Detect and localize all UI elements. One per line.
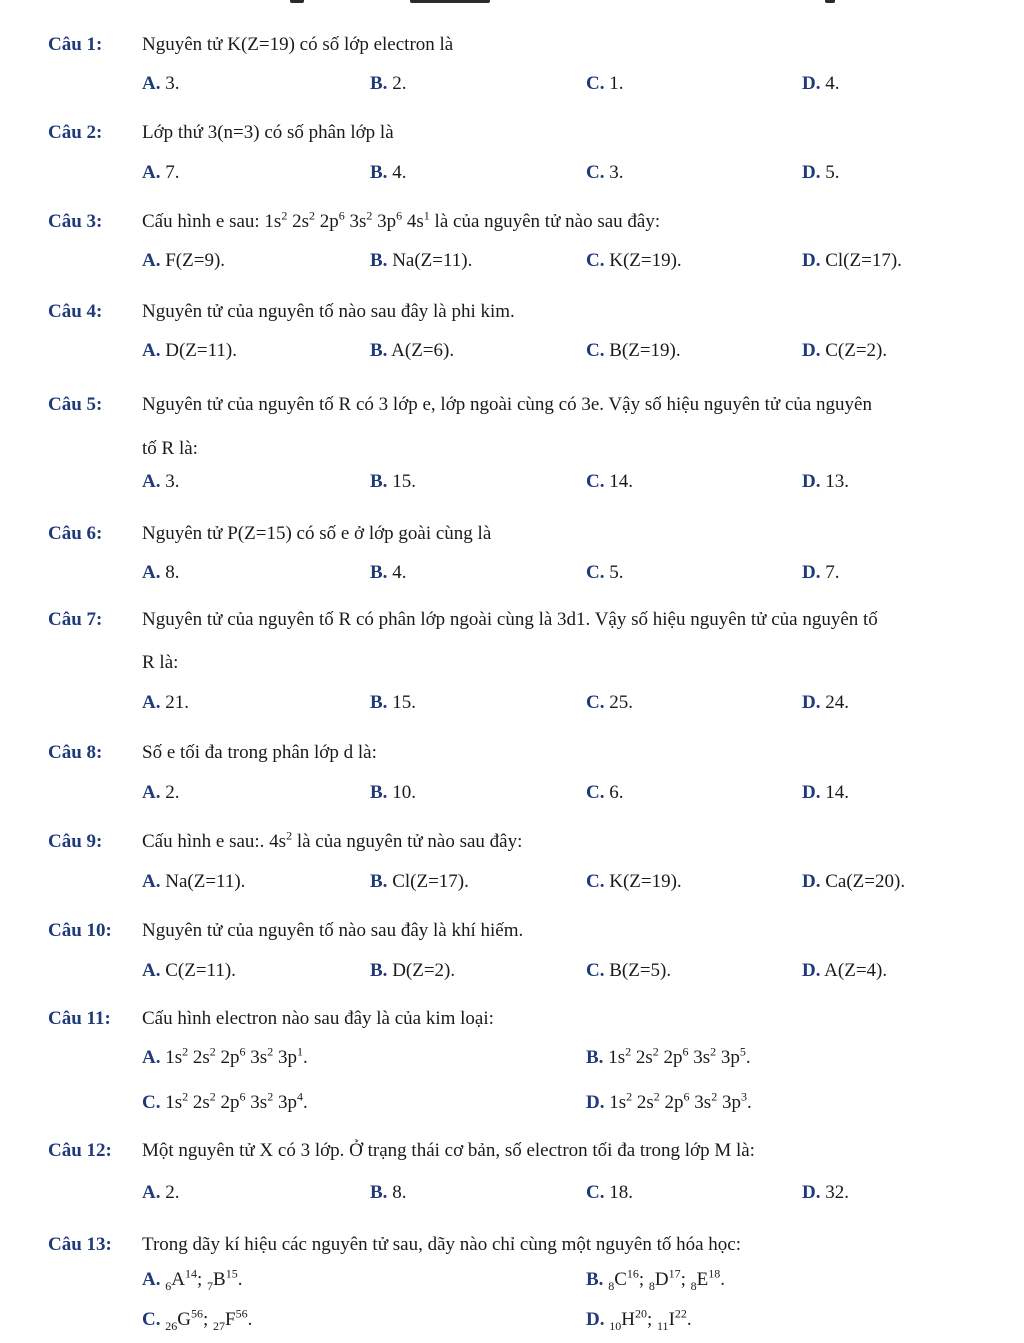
option-text: $1s^2$ $2s^2$ $2p^6$ $3s^2$ $3p^4$. [160,1089,308,1113]
option-letter: B. [370,250,388,271]
option-letter: A. [142,871,161,892]
option-text: 7. [160,162,180,183]
question-label: Câu 10: [48,920,112,941]
answer-option-a[interactable] [142,339,237,363]
option-letter: A. [142,960,161,981]
answer-option-d[interactable] [802,470,849,494]
question-stem: Một nguyên tử X có 3 lớp. Ở trạng thái cơ bản, số electron tối đa trong lớp M là: [142,1140,755,1161]
answer-option-d[interactable] [802,161,839,185]
option-text: 5. [604,562,624,583]
question-5 [48,393,872,417]
option-letter: D. [802,471,821,492]
option-text: C(Z=11). [160,960,236,981]
option-text: 25. [604,692,633,713]
question-label: Câu 6: [48,523,103,544]
option-letter: D. [802,782,821,803]
question-4 [48,300,515,324]
answer-option-d[interactable] [802,781,849,805]
option-letter: C. [586,692,605,713]
answer-option-c[interactable] [586,470,633,494]
question-stem: Nguyên tử P(Z=15) có số e ở lớp goài cùng là [142,523,492,544]
option-text: 14. [604,471,633,492]
option-letter: A. [142,782,161,803]
option-letter: B. [370,692,388,713]
question-stem: Cấu hình e sau:. $4s^2$ là của nguyên tử nào sau đây: [142,828,523,852]
question-2 [48,121,394,145]
option-text: 4. [387,562,407,583]
option-letter: A. [142,1047,161,1068]
option-letter: A. [142,1269,161,1290]
option-text: $1s^2$ $2s^2$ $2p^6$ $3s^2$ $3p^3$. [604,1089,752,1113]
option-letter: B. [370,471,388,492]
option-text: $1s^2$ $2s^2$ $2p^6$ $3s^2$ $3p^5$. [603,1044,751,1068]
option-letter: D. [802,73,821,94]
option-text: 2. [160,782,180,803]
question-label: Câu 11: [48,1008,111,1029]
question-13 [48,1233,741,1257]
answer-option-c[interactable] [586,1181,633,1205]
option-text: B(Z=5). [604,960,672,981]
option-text: 3. [160,471,180,492]
question-12 [48,1139,755,1163]
option-letter: B. [370,1182,388,1203]
option-letter: D. [802,562,821,583]
option-letter: D. [586,1309,605,1330]
option-text: K(Z=19). [604,871,682,892]
answer-option-b[interactable] [370,249,472,273]
option-letter: B. [370,782,388,803]
option-text: 18. [604,1182,633,1203]
answer-option-d[interactable] [802,959,887,983]
option-text: 8. [160,562,180,583]
answer-option-d[interactable] [586,1091,752,1115]
option-letter: C. [142,1309,161,1330]
question-label: Câu 13: [48,1234,112,1255]
question-label: Câu 5: [48,394,103,415]
answer-option-c[interactable] [586,339,681,363]
option-letter: B. [370,162,388,183]
option-text: D(Z=2). [387,960,456,981]
option-letter: B. [370,340,388,361]
question-stem: Nguyên tử K(Z=19) có số lớp electron là [142,34,454,55]
question-label: Câu 8: [48,742,103,763]
option-text: K(Z=19). [604,250,682,271]
option-letter: C. [586,960,605,981]
answer-option-d[interactable] [802,561,839,585]
answer-option-a[interactable] [142,781,179,805]
answer-option-b[interactable] [370,959,455,983]
option-text: $_{26}G^{56}$; $_{27}F^{56}$. [165,1306,253,1333]
option-text: B(Z=19). [604,340,681,361]
answer-option-d[interactable] [802,339,887,363]
option-letter: D. [802,340,821,361]
answer-option-c[interactable] [586,561,623,585]
option-text: 21. [160,692,189,713]
answer-option-c[interactable] [586,161,623,185]
question-6 [48,522,491,546]
answer-option-b[interactable] [370,691,416,715]
answer-option-b[interactable] [370,339,454,363]
option-letter: C. [586,471,605,492]
question-label: Câu 12: [48,1140,112,1161]
option-text: D(Z=11). [160,340,237,361]
question-stem: Lớp thứ 3(n=3) có số phân lớp là [142,122,394,143]
option-text: 14. [820,782,849,803]
option-text: Cl(Z=17). [387,871,469,892]
option-text: 2. [387,73,407,94]
option-text: C(Z=2). [820,340,888,361]
option-letter: A. [142,471,161,492]
question-9 [48,830,522,854]
answer-option-c[interactable] [586,691,633,715]
answer-option-b[interactable] [370,161,406,185]
option-letter: C. [586,73,605,94]
option-text: F(Z=9). [160,250,226,271]
answer-option-b[interactable] [370,470,416,494]
option-letter: D. [802,692,821,713]
answer-option-b[interactable] [370,870,469,894]
answer-option-b[interactable] [370,72,406,96]
option-text: 5. [820,162,840,183]
top-cropped-line [0,0,1024,10]
answer-option-c[interactable] [586,959,671,983]
answer-option-a[interactable] [142,470,179,494]
answer-option-d[interactable] [586,1308,692,1332]
answer-option-b[interactable] [586,1268,725,1292]
answer-option-a[interactable] [142,691,189,715]
question-stem: Nguyên tử của nguyên tố R có phân lớp ngoài cùng là 3d1. Vậy số hiệu nguyên tử của nguyên tố [142,609,878,630]
answer-option-a[interactable] [142,561,179,585]
option-letter: D. [586,1092,605,1113]
option-letter: C. [586,162,605,183]
option-text: $_8C^{16}$; $_8D^{17}$; $_8E^{18}$. [608,1266,726,1293]
option-text: 4. [820,73,840,94]
answer-option-a[interactable] [142,959,236,983]
answer-option-a[interactable] [142,161,179,185]
option-text: A(Z=4). [820,960,888,981]
answer-option-b[interactable] [370,1181,406,1205]
option-letter: C. [586,250,605,271]
answer-option-d[interactable] [802,691,849,715]
question-stem-continued: R là: [142,652,179,673]
option-letter: B. [370,562,388,583]
question-label: Câu 3: [48,211,103,232]
answer-option-d[interactable] [802,870,905,894]
answer-option-b[interactable] [370,781,416,805]
question-10 [48,919,523,943]
option-text: Ca(Z=20). [820,871,906,892]
question-8 [48,741,377,765]
answer-option-a[interactable] [142,72,179,96]
question-label: Câu 9: [48,831,103,852]
answer-option-a[interactable] [142,870,245,894]
answer-option-c[interactable] [586,870,682,894]
option-letter: D. [802,960,821,981]
option-text: 4. [387,162,407,183]
answer-option-b[interactable] [370,561,406,585]
option-letter: B. [370,960,388,981]
option-text: 15. [387,471,416,492]
question-stem: Nguyên tử của nguyên tố nào sau đây là khí hiếm. [142,920,524,941]
option-letter: C. [142,1092,161,1113]
option-text: 1. [604,73,624,94]
answer-option-c[interactable] [586,781,623,805]
option-letter: C. [586,1182,605,1203]
option-text: $_{10}H^{20}$; $_{11}I^{22}$. [609,1306,692,1333]
answer-option-c[interactable] [586,72,623,96]
option-text: 3. [604,162,624,183]
option-text: 10. [387,782,416,803]
answer-option-c[interactable] [586,249,682,273]
answer-option-c[interactable] [142,1308,252,1332]
question-label: Câu 2: [48,122,103,143]
question-stem: Nguyên tử của nguyên tố R có 3 lớp e, lớp ngoài cùng có 3e. Vậy số hiệu nguyên tử của nguyên [142,394,872,415]
question-11 [48,1007,494,1031]
option-letter: A. [142,692,161,713]
option-letter: C. [586,871,605,892]
option-text: 15. [387,692,416,713]
option-letter: B. [586,1047,604,1068]
answer-option-b[interactable] [586,1046,751,1070]
question-stem: Nguyên tử của nguyên tố nào sau đây là phi kim. [142,301,515,322]
answer-option-a[interactable] [142,249,225,273]
answer-option-d[interactable] [802,72,839,96]
question-stem: Trong dãy kí hiệu các nguyên tử sau, dãy nào chỉ cùng một nguyên tố hóa học: [142,1234,742,1255]
option-letter: A. [142,562,161,583]
option-text: 13. [820,471,849,492]
option-letter: A. [142,340,161,361]
option-text: Na(Z=11). [387,250,473,271]
option-letter: B. [586,1269,604,1290]
option-text: $1s^2$ $2s^2$ $2p^6$ $3s^2$ $3p^1$. [160,1044,308,1068]
option-text: Cl(Z=17). [820,250,902,271]
option-text: 24. [820,692,849,713]
question-stem: Số e tối đa trong phân lớp d là: [142,742,377,763]
question-label: Câu 7: [48,609,103,630]
question-3 [48,210,660,234]
option-letter: C. [586,562,605,583]
answer-option-c[interactable] [142,1091,308,1115]
option-letter: A. [142,1182,161,1203]
option-letter: D. [802,250,821,271]
option-letter: B. [370,871,388,892]
answer-option-d[interactable] [802,249,902,273]
question-stem: Cấu hình e sau: $1s^2$ $2s^2$ $2p^6$ $3s^2$ $3p^6$ $4s^1$ là của nguyên tử nào sau đây: [142,208,661,232]
option-letter: A. [142,162,161,183]
option-letter: A. [142,73,161,94]
question-7 [48,608,878,632]
answer-option-a[interactable] [142,1268,242,1292]
question-stem-continued: tố R là: [142,438,198,459]
question-label: Câu 1: [48,34,103,55]
answer-option-a[interactable] [142,1046,308,1070]
option-text: 7. [820,562,840,583]
option-letter: C. [586,782,605,803]
option-text: Na(Z=11). [160,871,246,892]
option-letter: D. [802,162,821,183]
option-text: 6. [604,782,624,803]
question-1 [48,33,453,57]
option-text: 8. [387,1182,407,1203]
answer-option-d[interactable] [802,1181,849,1205]
option-letter: A. [142,250,161,271]
answer-option-a[interactable] [142,1181,179,1205]
option-letter: C. [586,340,605,361]
option-letter: B. [370,73,388,94]
question-stem: Cấu hình electron nào sau đây là của kim loại: [142,1008,494,1029]
option-text: A(Z=6). [387,340,455,361]
question-label: Câu 4: [48,301,103,322]
option-text: $_6A^{14}$; $_7B^{15}$. [165,1266,243,1293]
option-text: 3. [160,73,180,94]
option-text: 2. [160,1182,180,1203]
option-text: 32. [820,1182,849,1203]
option-letter: D. [802,1182,821,1203]
option-letter: D. [802,871,821,892]
